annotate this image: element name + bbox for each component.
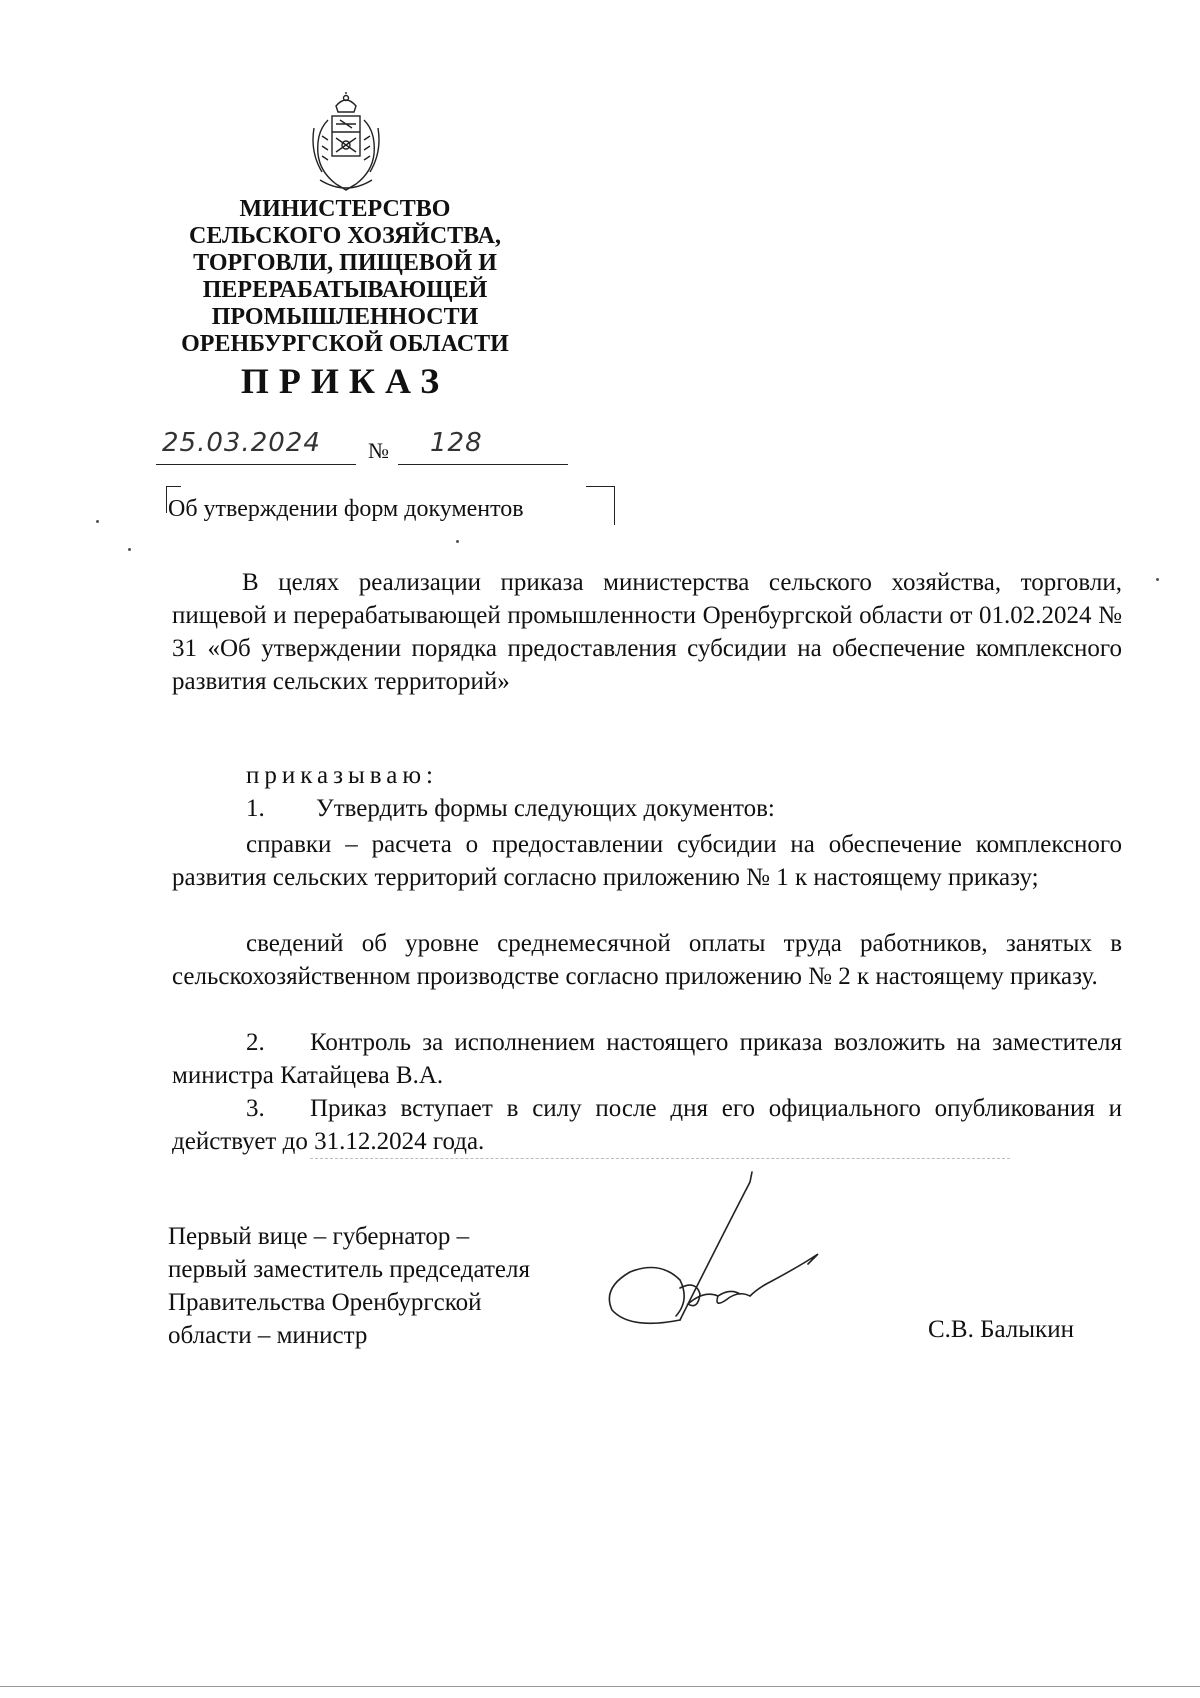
item-2-number: 2. — [246, 1029, 265, 1056]
preamble-paragraph: В целях реализации приказа министерства сельского хозяйства, торговли, пищевой и перерабатывающей промышленности Оренбургской области от 01.02.2024 № 31 «Об утверждении порядка предоставления субсидии на обеспечение комплексного развития сельских территорий» — [172, 569, 1122, 695]
handwritten-date: 25.03.2024 — [162, 428, 321, 458]
date-field — [156, 428, 356, 465]
ministry-name-line: ПЕРЕРАБАТЫВАЮЩЕЙ — [202, 277, 488, 303]
ministry-name-line: ОРЕНБУРГСКОЙ ОБЛАСТИ — [181, 331, 509, 357]
signatory-position — [168, 1220, 530, 1352]
item-1-form-b: сведений об уровне среднемесячной оплаты труда работников, занятых в сельскохозяйственном производстве согласно приложению № 2 к настоящему приказу. — [172, 930, 1122, 990]
signatory-position-line: Правительства Оренбургской — [168, 1289, 482, 1316]
ministry-name-line: СЕЛЬСКОГО ХОЗЯЙСТВА, — [188, 223, 502, 249]
ministry-name — [150, 196, 540, 358]
item-2-text: Контроль за исполнением настоящего приказа возложить на заместителя министра Катайцева В.А. — [172, 1029, 1122, 1089]
item-1-number: 1. — [246, 795, 265, 822]
page-bottom-edge — [0, 1686, 1200, 1687]
scan-speck — [128, 548, 131, 551]
coat-of-arms-icon — [306, 92, 386, 196]
item-3-number: 3. — [246, 1095, 265, 1122]
signatory-name: С.В. Балыкин — [928, 1316, 1074, 1343]
ministry-name-line: ТОРГОВЛИ, ПИЩЕВОЙ И — [193, 250, 497, 276]
item-1-heading — [246, 795, 775, 823]
document-type-title: ПРИКАЗ — [240, 361, 450, 401]
item-3-paragraph — [172, 1092, 1122, 1158]
signatory-position-line: Первый вице – губернатор – — [168, 1223, 470, 1250]
orders-word: приказываю: — [246, 762, 438, 789]
scan-speck — [1156, 578, 1159, 581]
scan-speck — [96, 520, 99, 523]
item-2-paragraph — [172, 1026, 1122, 1092]
handwritten-signature — [600, 1170, 840, 1350]
number-field — [398, 428, 568, 465]
document-subject: Об утверждении форм документов — [168, 496, 524, 522]
signatory-position-line: первый заместитель председателя — [168, 1256, 530, 1283]
ministry-name-line: ПРОМЫШЛЕННОСТИ — [211, 304, 479, 330]
item-1-text: Утвердить формы следующих документов: — [316, 795, 775, 822]
subject-bracket-right — [586, 486, 615, 525]
scan-speck — [456, 540, 459, 543]
number-sign: № — [368, 438, 389, 463]
item-3-text: Приказ вступает в силу после дня его официального опубликования и действует до 31.12.2024 года. — [172, 1095, 1122, 1155]
ministry-name-line: МИНИСТЕРСТВО — [239, 196, 451, 222]
signatory-position-line: области – министр — [168, 1322, 368, 1349]
item-1-form-a: справки – расчета о предоставлении субсидии на обеспечение комплексного развития сельских территорий согласно приложению № 1 к настоящему приказу; — [172, 831, 1122, 891]
scan-divider-line — [310, 1158, 1010, 1159]
handwritten-number: 128 — [430, 428, 483, 458]
